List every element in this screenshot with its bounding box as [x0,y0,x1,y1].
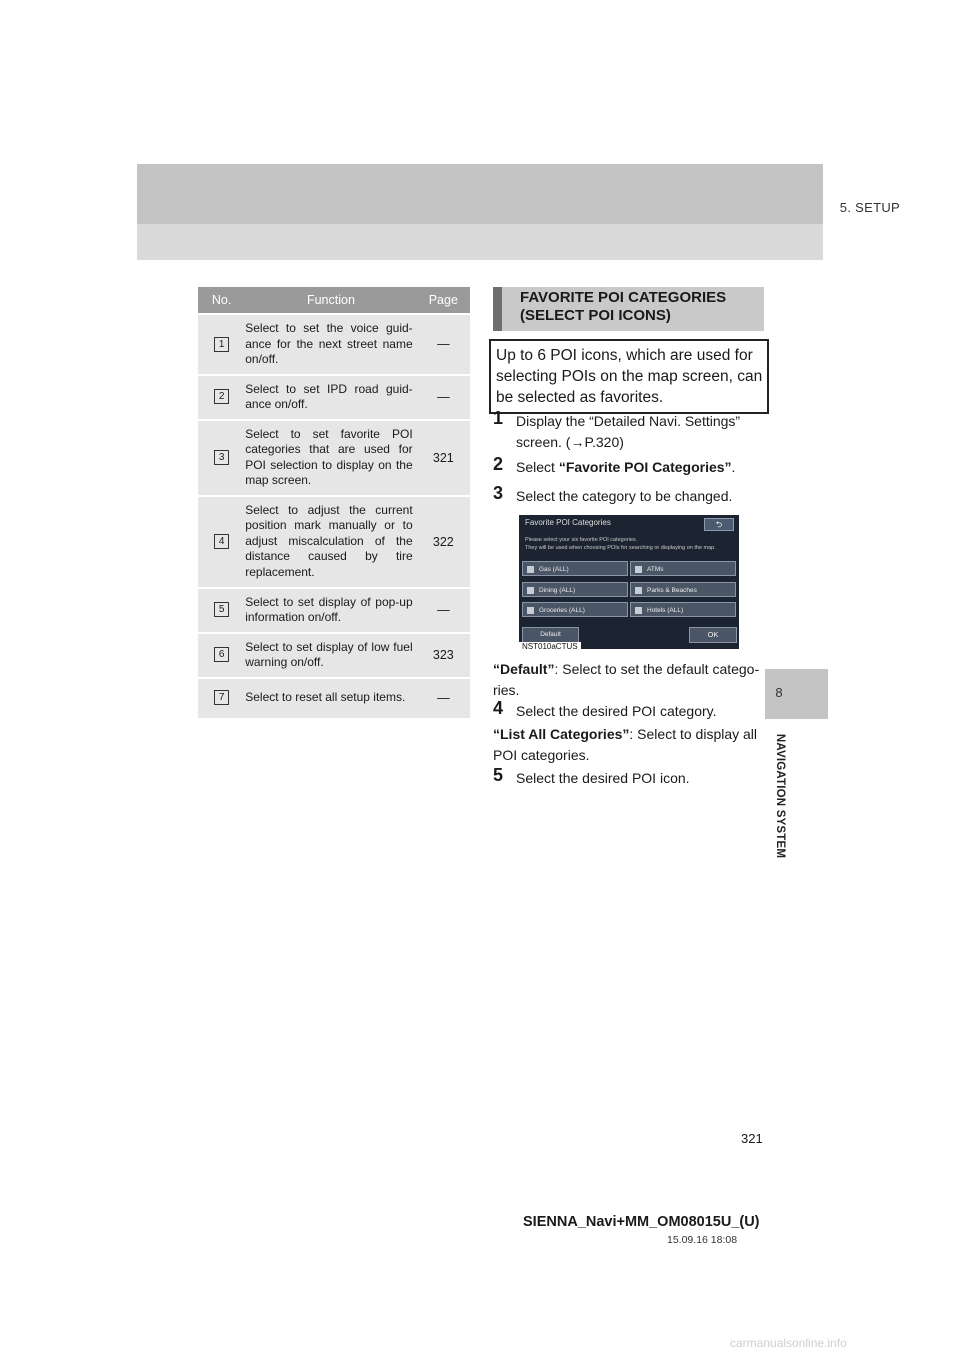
row-number: 6 [214,647,229,662]
row-number: 4 [214,534,229,549]
row-number: 5 [214,602,229,617]
step-number: 4 [493,698,504,718]
step-text [493,457,768,478]
step-text: Select the desired POI category. [516,703,717,719]
screen-instruction: They will be used when choosing POIs for searching or displaying on the map. [525,545,716,551]
function-table [198,287,470,718]
step-text-bold: “Favorite POI Categories” [558,459,732,475]
row-function: Select to set display of pop-up information on/off. [245,588,416,633]
step-number: 2 [493,454,504,474]
row-function: Select to adjust the current position mark manually or to adjust miscalculation of the distance caused by tire replacement. [245,496,416,588]
list-term: “List All Categories” [493,726,630,742]
row-page: — [417,314,470,375]
row-page: 323 [417,633,470,678]
list-text: : Select to display all POI categories. [493,726,758,763]
page-number: 321 [741,1131,763,1146]
document-id: SIENNA_Navi+MM_OM08015U_(U) [523,1214,760,1230]
step-3 [493,483,768,507]
step-text: Display the “Detailed Navi. Settings” screen. (→P.320) [516,413,741,450]
step-5 [493,765,768,789]
step-2 [493,454,768,478]
row-page: — [417,588,470,633]
table-row [198,375,470,420]
default-text: : Select to set the default catego-ries. [493,661,760,698]
col-no: No. [198,287,245,314]
row-page: — [417,678,470,718]
table-row [198,496,470,588]
table-row [198,678,470,718]
step-text-pre: Select [516,459,559,475]
step-number: 3 [493,483,504,503]
poi-category-button[interactable]: Dining (ALL) [522,582,628,597]
row-page: — [417,375,470,420]
row-function: Select to set favorite POI categories that are used for POI selection to display on the map screen. [245,420,416,496]
step-number: 5 [493,765,504,785]
list-description [493,724,768,766]
header-subbar [137,224,823,260]
default-term: “Default” [493,661,555,677]
row-page: 321 [417,420,470,496]
section-title: 5. SETUP [839,200,900,215]
step-4 [493,698,768,722]
row-number: 1 [214,337,229,352]
table-row [198,633,470,678]
row-number: 7 [214,690,229,705]
row-function: Select to set display of low fuel warning on/off. [245,633,416,678]
heading-bar [493,287,502,331]
chapter-label [770,726,790,866]
table-row [198,588,470,633]
poi-category-button[interactable]: Gas (ALL) [522,561,628,576]
watermark: carmanualsonline.info [730,1336,847,1350]
poi-category-button[interactable]: Parks & Beaches [630,582,736,597]
default-button[interactable]: Default [522,627,579,643]
row-function: Select to set IPD road guid-ance on/off. [245,375,416,420]
row-function: Select to reset all setup items. [245,678,416,718]
poi-category-button[interactable]: Hotels (ALL) [630,602,736,617]
ok-button[interactable]: OK [689,627,737,643]
table-row [198,314,470,375]
poi-category-button[interactable]: ATMs [630,561,736,576]
screen-title: Favorite POI Categories [525,518,611,527]
row-number: 3 [214,450,229,465]
col-page: Page [417,287,470,314]
step-text: Select the desired POI icon. [516,770,690,786]
image-code: NST010aCTUS [519,642,581,652]
chapter-number: 8 [775,685,783,700]
table-row [198,420,470,496]
poi-category-button[interactable]: Groceries (ALL) [522,602,628,617]
poi-section-heading [493,287,764,331]
step-text: Select the category to be changed. [516,488,733,504]
row-page: 322 [417,496,470,588]
default-description [493,659,768,701]
row-function: Select to set the voice guid-ance for the next street name on/off. [245,314,416,375]
back-button[interactable]: ⮌ [704,518,734,531]
favorite-poi-screen [519,515,739,649]
chapter-label-text: NAVIGATION SYSTEM [774,733,786,859]
col-function: Function [245,287,416,314]
print-date: 15.09.16 18:08 [667,1234,738,1246]
step-1 [493,408,768,453]
step-number: 1 [493,408,504,428]
row-number: 2 [214,389,229,404]
screen-instruction: Please select your six favorite POI categories. [525,537,638,543]
heading-text: FAVORITE POI CATEGORIES (SELECT POI ICONS) [520,289,727,324]
header-bar [137,164,823,224]
step-text-post: . [731,459,736,475]
intro-box: Up to 6 POI icons, which are used for selecting POIs on the map screen, can be selected as favorites. [489,339,769,414]
